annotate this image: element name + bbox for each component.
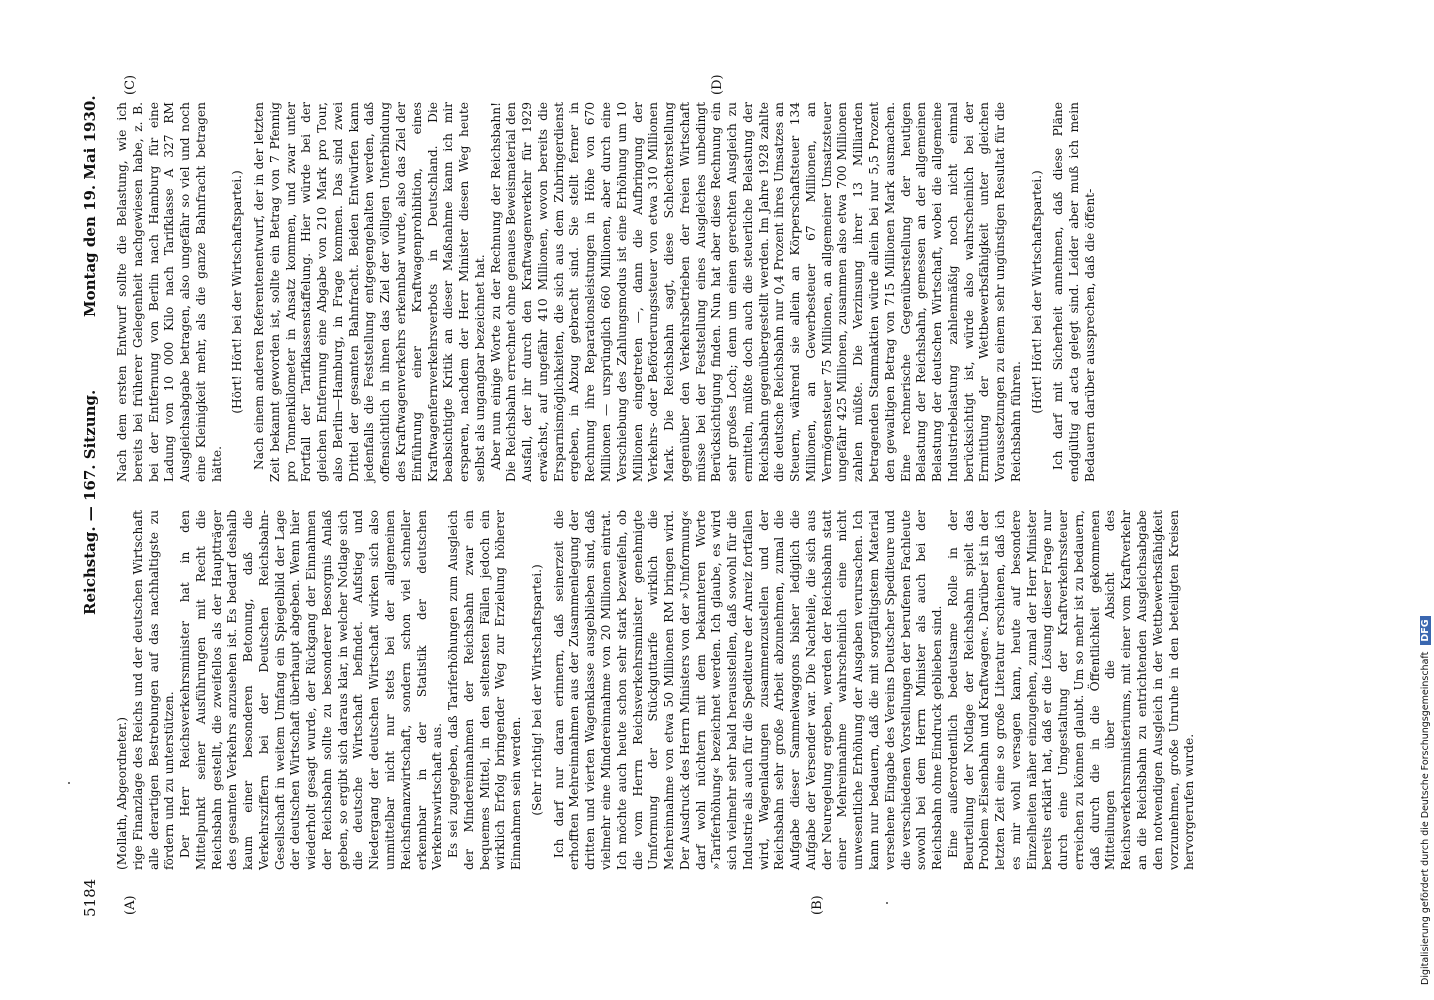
digitization-sidebar: [1420, 0, 1434, 985]
paragraph: Aber nun einige Worte zu der Rechnung der Reichsbahn! Die Reichsbahn errechnet ohne genaues Beweismaterial den Ausfall, der ihr durch den Kraftwagenverkehr für 1929 erwächst, auf ungefähr 410 Millionen, wovon bereits die Ersparnismöglichkeiten, die sich aus dem Zubringerdienst ergeben, in Abzug gebracht sind. Sie stellt ferner in Rechnung ihre Reparationsleistungen in Höhe von 670 Millionen — ursprünglich 660 Millionen, aber durch eine Verschiebung des Zahlungsmodus ist eine Erhöhung um 10 Millionen eingetreten —, dann die Aufbringung der Verkehrs- oder Beförderungssteuer von etwa 310 Millionen Mark. Die Reichsbahn sagt, diese Schlechterstellung gegenüber den Verkehrsbetrieben der freien Wirtschaft müsse bei der Feststellung eines Ausgleiches unbedingt Berücksichtigung finden. Nun hat aber diese Rechnung ein sehr großes Loch; denn um einen gerechten Ausgleich zu ermitteln, müßte doch auch die steuerliche Belastung der Reichsbahn gegenübergestellt werden. Im Jahre 1928 zahlte die deutsche Reichsbahn nur 0,4 Prozent ihres Umsatzes an Steuern, während sie allein an Körperschaftsteuer 134 Millionen, an Gewerbesteuer 67 Millionen, an Vermögensteuer 75 Millionen, an allgemeiner Umsatzsteuer ungefähr 425 Millionen, zusammen also etwa 700 Millionen zahlen müßte. Die Verzinsung ihrer 13 Milliarden betragenden Stammaktien würde allein bei nur 5,5 Prozent den gewaltigen Betrag von 715 Millionen Mark ausmachen. Eine rechnerische Gegenüberstellung der heutigen Belastung der Reichsbahn, gemessen an der allgemeinen Belastung der deutschen Wirtschaft, wobei die allgemeine Industriebelastung zahlenmäßig noch nicht einmal berücksichtigt ist, würde also wahrscheinlich bei der Ermittlung der Wettbewerbsfähigkeit unter gleichen Voraussetzungen zu einem sehr ungünstigen Resultat für die Reichsbahn führen.: [488, 102, 1023, 482]
session-date: Montag den 19. Mai 1930.: [81, 95, 99, 317]
paragraph: Der Herr Reichsverkehrsminister hat in den Mittelpunkt seiner Ausführungen mit Recht die Reichsbahn gestellt, die zweifellos als der Hauptträger des gesamten Verkehrs anzusehen ist. Es bedarf deshalb kaum einer besonderen Betonung, daß die Verkehrsziffern bei der Deutschen Reichsbahn-Gesellschaft in weitem Umfang ein Spiegelbild der Lage der deutschen Wirtschaft überhaupt abgeben. Wenn hier wiederholt gesagt wurde, der Rückgang der Einnahmen der Reichsbahn sollte zu besonderer Besorgnis Anlaß geben, so ergibt sich daraus klar, in welcher Notlage sich die deutsche Wirtschaft befindet. Aufstieg und Niedergang der deutschen Wirtschaft wirken sich also unmittelbar nicht nur stets bei der allgemeinen Reichsfinanzwirtschaft, sondern schon viel schneller erkennbar in der Statistik der deutschen Verkehrswirtschaft aus.: [178, 510, 445, 870]
margin-marker-d: (D): [710, 74, 725, 95]
margin-marker-a: (A): [123, 895, 138, 915]
left-column: [115, 510, 1198, 870]
paragraph: Nach dem ersten Entwurf sollte die Belastung, wie ich bereits bei früherer Gelegenheit nachgewiesen habe, z. B. bei der Entfernung von Berlin nach Hamburg für eine Ladung von 10 000 Kilo nach Tarifklasse A 327 RM Ausgleichsabgabe betragen, also ungefähr so viel und noch eine Kleinigkeit mehr, als die ganze Bahnfracht betragen hätte.: [115, 102, 224, 482]
digitization-note: Digitalisierung gefördert durch die Deutsche Forschungsgemeinschaft: [1420, 651, 1431, 985]
session-title: Reichstag. — 167. Sitzung.: [81, 389, 99, 615]
paragraph: Ich darf mit Sicherheit annehmen, daß diese Pläne endgültig ad acta gelegt sind. Leider aber muß ich mein Bedauern darüber aussprechen, daß die öffent-: [1051, 102, 1097, 482]
page-number: 5184: [81, 878, 99, 917]
right-column: [115, 102, 1099, 482]
margin-marker-c: (C): [123, 74, 138, 95]
speaker-label: (Mollath, Abgeordneter.): [115, 717, 129, 870]
interjection: (Sehr richtig! bei der Wirtschaftspartei.): [529, 564, 544, 816]
scan-speck: [886, 902, 888, 904]
interjection: (Hört! Hört! bei der Wirtschaftspartei.): [230, 170, 245, 414]
dfg-logo: DFG: [1420, 616, 1431, 644]
page-header: [75, 65, 107, 925]
margin-marker-b: (B): [810, 895, 825, 915]
paragraph: Eine außerordentlich bedeutsame Rolle in der Beurteilung der Notlage der Reichsbahn spielt das Problem »Eisenbahn und Kraftwagen«. Darüber ist in der letzten Zeit eine so große Literatur erschienen, daß ich es mir wohl versagen kann, heute auf besondere Einzelheiten näher einzugehen, zumal der Herr Minister bereits erklärt hat, daß er die Lösung dieser Frage nur durch eine Umgestaltung der Kraftverkehrssteuer erreichen zu können glaubt. Um so mehr ist zu bedauern, daß durch die in die Öffentlichkeit gekommenen Mitteilungen über die Absicht des Reichsverkehrsministeriums, mit einer vom Kraftverkehr an die Reichsbahn zu entrichtenden Ausgleichsabgabe den notwendigen Ausgleich in der Wettbewerbsfähigkeit vorzunehmen, große Unruhe in den beteiligten Kreisen hervorgerufen wurde.: [945, 510, 1197, 870]
paragraph: Nach einem anderen Referentenentwurf, der in der letzten Zeit bekannt geworden ist, sollte ein Betrag von 7 Pfennig pro Tonnenkilometer in Ansatz kommen, und zwar unter Fortfall der Tarifklassenstaffelung. Hier würde bei der gleichen Entfernung eine Abgabe von 210 Mark pro Tour, also Berlin—Hamburg, in Frage kommen. Das sind zwei Drittel der gesamten Bahnfracht. Beiden Entwürfen kann jedenfalls die Feststellung entgegengehalten werden, daß offensichtlich in ihnen das Ziel der völligen Unterbindung des Kraftwagenverkehrs erkennbar wurde, also das Ziel der Einführung einer Kraftwagenprohibition, eines Kraftwagenfernverkehrsverbots in Deutschland. Die beabsichtigte Kritik an dieser Maßnahme kann ich mir ersparen, nachdem der Herr Minister diesen Weg heute selbst als ungangbar bezeichnet hat.: [252, 102, 487, 482]
rotated-page: [75, 65, 1290, 925]
scan-speck: [68, 782, 70, 784]
paragraph: Es sei zugegeben, daß Tariferhöhungen zum Ausgleich der Mindereinnahmen der Reichsbahn zwar ein bequemes Mittel, in den seltensten Fällen jedoch ein wirklich Erfolg bringender Weg zur Erzielung höherer Einnahmen sein werden.: [446, 510, 524, 870]
interjection: (Hört! Hört! bei der Wirtschaftspartei.): [1029, 170, 1044, 414]
paragraph: Ich darf nur daran erinnern, daß seinerzeit die erhofften Mehreinnahmen aus der Zusammenlegung der dritten und vierten Wagenklasse ausgeblieben sind, daß vielmehr eine Mindereinnahme von 20 Millionen eintrat. Ich möchte auch heute schon sehr stark bezweifeln, ob die vom Herrn Reichsverkehrsminister genehmigte Umformung der Stückguttarife wirklich die Mehreinnahme von etwa 50 Millionen RM bringen wird. Der Ausdruck des Herrn Ministers von der »Umformung« darf wohl nüchtern mit dem bekannteren Worte »Tariferhöhung« bezeichnet werden. Ich glaube, es wird sich vielmehr sehr bald herausstellen, daß sowohl für die Industrie als auch für die Spediteure der Anreiz fortfallen wird, Wagenladungen zusammenzustellen und der Reichsbahn sehr große Arbeit abzunehmen, zumal die Aufgabe dieser Sammelwaggons bisher lediglich die Aufgabe der Versender war. Die Nachteile, die sich aus der Neuregelung ergeben, werden der Reichsbahn statt einer Mehreinnahme wahrscheinlich eine nicht unwesentliche Erhöhung der Ausgaben verursachen. Ich kann nur bedauern, daß die mit sorgfältigstem Material versehene Eingabe des Vereins Deutscher Spediteure und die verschiedenen Vorstellungen der berufenen Fachleute sowohl bei dem Herrn Minister als auch bei der Reichsbahn ohne Eindruck geblieben sind.: [551, 510, 945, 870]
paragraph: rige Finanzlage des Reichs und der deutschen Wirtschaft alle derartigen Bestrebungen auf das nachhaltigste zu fördern und zu unterstützen.: [130, 510, 177, 870]
